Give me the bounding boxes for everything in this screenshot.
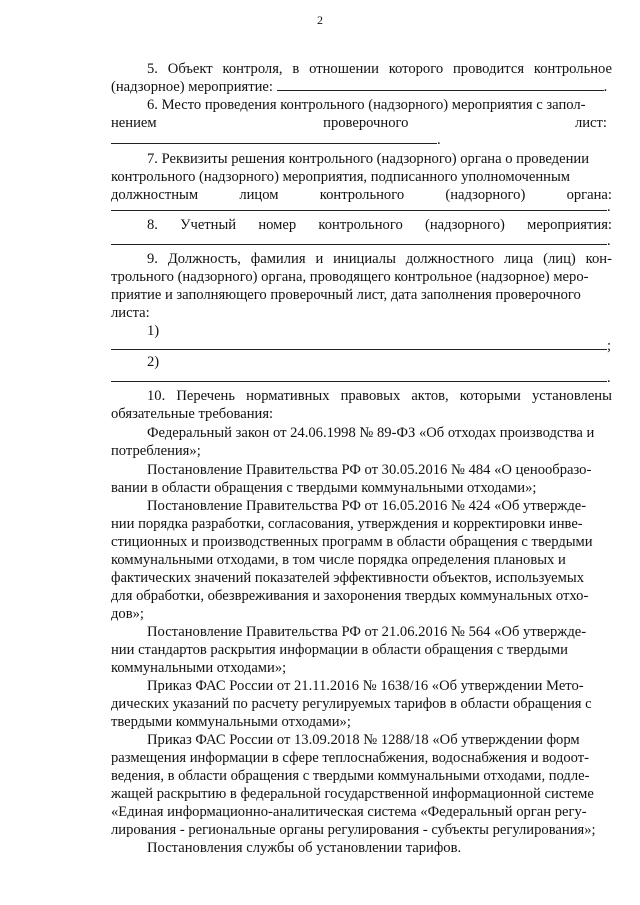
text-line: вании в области обращения с твердыми коммунальными отходами»; <box>111 480 537 496</box>
text-line: фактических значений показателей эффективности объектов, используемых <box>111 570 584 586</box>
text-line: ; <box>607 338 612 354</box>
text-line: ведения, в области обращения с твердыми коммунальными отходами, подле- <box>111 768 590 784</box>
text-line: коммунальными отходами»; <box>111 660 287 676</box>
text-line: листа: <box>111 305 150 321</box>
text-line: Постановление Правительства РФ от 16.05.2016 № 424 «Об утвержде- <box>147 498 587 514</box>
list-item-marker: 2) <box>147 354 160 370</box>
text-line: Приказ ФАС России от 21.11.2016 № 1638/16 «Об утверждении Мето- <box>147 678 584 694</box>
text-line: для обработки, обезвреживания и захоронения твердых коммунальных отхо- <box>111 588 589 604</box>
text-line: 7. Реквизиты решения контрольного (надзорного) органа о проведении <box>147 151 590 167</box>
text-line: потребления»; <box>111 443 201 459</box>
text-line: Постановление Правительства РФ от 21.06.2016 № 564 «Об утвержде- <box>147 624 587 640</box>
fill-in-line <box>111 131 437 144</box>
text-line: обязательные требования: <box>111 406 274 422</box>
text-line: (надзорное) мероприятие: . <box>111 79 608 95</box>
text-line: жащей раскрытию в федеральной государственной информационной системе <box>111 786 594 802</box>
text-line: . <box>607 370 611 386</box>
text-line: «Единая информационно-аналитическая система «Федеральный орган регу- <box>111 804 587 820</box>
text-line: приятие и заполняющего проверочный лист, дата заполнения проверочного <box>111 287 581 303</box>
text-line: 8. Учетный номер контрольного (надзорного) мероприятия: <box>147 217 612 233</box>
text-line: твердыми коммунальными отходами»; <box>111 714 351 730</box>
text-line: контрольного (надзорного) мероприятия, подписанного уполномоченным <box>111 169 571 185</box>
text-line: Приказ ФАС России от 13.09.2018 № 1288/18 «Об утверждении форм <box>147 732 580 748</box>
page-number: 2 <box>317 13 323 27</box>
text-line: 10. Перечень нормативных правовых актов, которыми установлены <box>147 388 612 404</box>
text-line: трольного (надзорного) органа, проводящего контрольное (надзорное) меро- <box>111 269 589 285</box>
fill-in-line <box>111 349 607 350</box>
text-line: 9. Должность, фамилия и инициалы должностного лица (лиц) кон- <box>147 251 612 267</box>
text-line: . <box>607 199 611 215</box>
text-line: нии стандартов раскрытия информации в области обращения с твердыми <box>111 642 568 658</box>
text-line: . <box>111 131 612 149</box>
text-line: 5. Объект контроля, в отношении которого проводится контрольное <box>147 61 612 77</box>
text-line: размещения информации в сфере теплоснабжения, водоснабжения и водоот- <box>111 750 589 766</box>
text-line: 6. Место проведения контрольного (надзорного) мероприятия с запол- <box>147 97 586 113</box>
text-line: нением проверочного лист: <box>111 115 607 131</box>
text-line: коммунальными отходами, в том числе порядка определения плановых и <box>111 552 566 568</box>
text-line: Постановления службы об установлении тарифов. <box>147 840 462 856</box>
fill-in-line <box>111 210 607 211</box>
text-line: нии порядка разработки, согласования, утверждения и корректировки инве- <box>111 516 583 532</box>
text-line: . <box>607 233 611 249</box>
list-item-marker: 1) <box>147 323 160 339</box>
text-line: дов»; <box>111 606 144 622</box>
text-line: лирования - региональные органы регулирования - субъекты регулирования»; <box>111 822 596 838</box>
fill-in-line <box>277 78 604 91</box>
text-line: стиционных и производственных программ в области обращения с твердыми <box>111 534 593 550</box>
text-line: Постановление Правительства РФ от 30.05.2016 № 484 «О ценообразо- <box>147 462 592 478</box>
fill-in-line <box>111 381 607 382</box>
fill-in-line <box>111 244 607 245</box>
text-line: должностным лицом контрольного (надзорного) органа: <box>111 187 612 203</box>
text-line: Федеральный закон от 24.06.1998 № 89-ФЗ «Об отходах производства и <box>147 425 595 441</box>
text-line: дических указаний по расчету регулируемых тарифов в области обращения с <box>111 696 592 712</box>
